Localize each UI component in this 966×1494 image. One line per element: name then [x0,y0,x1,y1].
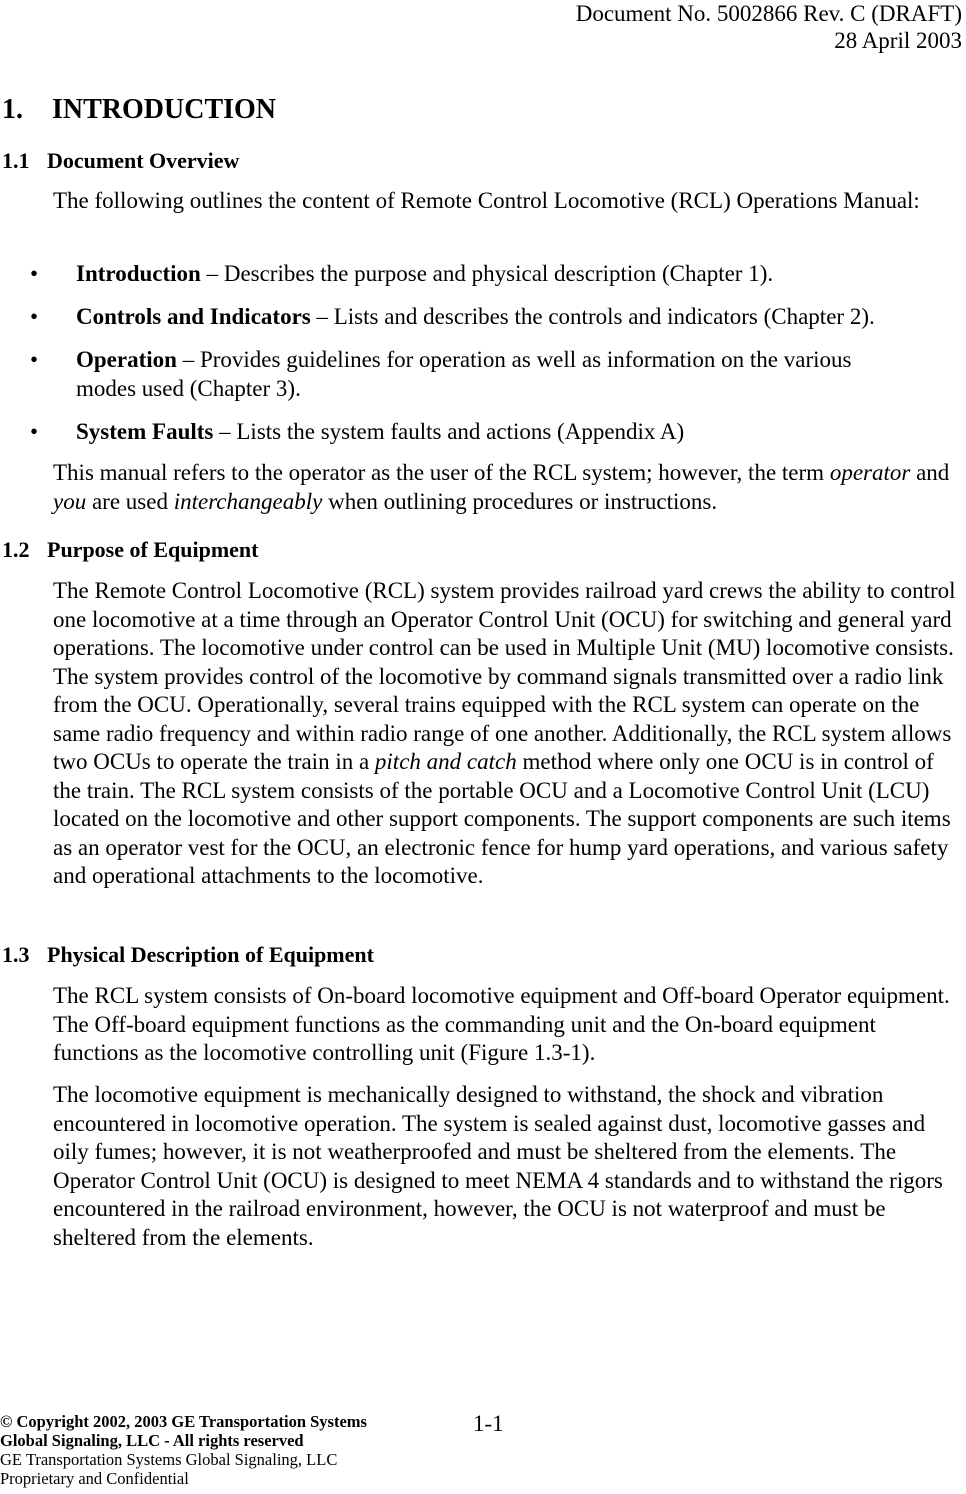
list-item [30,302,945,331]
bullet-term: Controls and Indicators [76,304,311,329]
bullet-icon: • [30,347,39,372]
section-title: Document Overview [47,148,240,173]
bullet-text: – Describes the purpose and physical description (Chapter 1). [200,261,774,286]
text-run: when outlining procedures or instructions. [322,488,718,514]
text-run: The Remote Control Locomotive (RCL) system provides railroad yard crews the ability to control one locomotive at a time through an Operator Control Unit (OCU) for switching and general yard operations. The locomotive under control can be used in Multiple Unit (MU) locomotive consists. The system provides control of the locomotive by command signals transmitted over a radio link from the OCU. Operationally, several trains equipped with the RCL system can operate on the same radio frequency and within radio range of one another. Additionally, the RCL system allows two OCUs to operate the train in a [53,578,956,774]
list-item [30,259,945,288]
text-run: are used [86,488,174,514]
physical-paragraph-1: The RCL system consists of On-board locomotive equipment and Off-board Operator equipment. The Off-board equipment functions as the commanding unit and the On-board equipment functions as the locomotive controlling unit (Figure 1.3-1). [53,983,950,1065]
bullet-icon: • [30,419,39,444]
italic-text: pitch and catch [374,749,517,774]
text-run: and [910,460,950,485]
footer-confidential: Proprietary and Confidential [0,1469,189,1488]
section-number: 1.1 [2,148,30,173]
section-heading-1-1 [2,148,239,174]
document-date: 28 April 2003 [834,28,962,53]
italic-text: interchangeably [173,488,323,514]
chapter-title: INTRODUCTION [52,94,277,125]
bullet-term: Introduction [76,261,201,286]
section-title: Purpose of Equipment [47,537,259,562]
overview-closing [53,459,965,516]
footer [0,1412,367,1488]
bullet-text: – Lists and describes the controls and indicators (Chapter 2). [310,304,875,329]
bullet-term: System Faults [76,419,214,444]
bullet-term: Operation [76,347,177,372]
italic-text: operator [829,460,911,485]
section-number: 1.3 [2,942,30,967]
chapter-heading [2,94,276,126]
bullet-text: – Provides guidelines for operation as well as information on the various modes used (Chapter 3). [76,347,852,401]
physical-paragraph-2: The locomotive equipment is mechanically designed to withstand, the shock and vibration encountered in locomotive operation. The system is sealed against dust, locomotive gasses and oily fumes; however, it is not weatherproofed and must be sheltered from the elements. The Operator Control Unit (OCU) is designed to meet NEMA 4 standards and to withstand the rigors encountered in the railroad environment, however, the OCU is not waterproof and must be sheltered from the elements. [53,1082,943,1250]
text-run: This manual refers to the operator as the user of the RCL system; however, the term [53,460,830,485]
list-item [30,417,945,446]
section-heading-1-2 [2,537,258,563]
list-item [30,345,910,403]
italic-text: you [53,488,87,514]
section-number: 1.2 [2,537,30,562]
chapter-number: 1. [2,94,23,125]
footer-company: GE Transportation Systems Global Signaling, LLC [0,1450,338,1469]
footer-copyright: © Copyright 2002, 2003 GE Transportation Systems [0,1412,367,1431]
text-run: method where only one OCU is in control of the train. The RCL system consists of the portable OCU and a Locomotive Control Unit (LCU) located on the locomotive and other support components. The support components are such items as an operator vest for the OCU, an electronic fence for hump yard operations, and various safety and operational attachments to the locomotive. [53,749,951,888]
bullet-text: – Lists the system faults and actions (Appendix A) [213,419,685,444]
footer-rights: Global Signaling, LLC - All rights reserved [0,1431,304,1450]
page-number: 1-1 [473,1411,504,1436]
purpose-paragraph [53,577,965,891]
overview-intro: The following outlines the content of Remote Control Locomotive (RCL) Operations Manual: [53,188,920,213]
document-number: Document No. 5002866 Rev. C (DRAFT) [575,1,962,26]
bullet-icon: • [30,261,39,286]
section-heading-1-3 [2,942,374,968]
section-title: Physical Description of Equipment [47,942,374,967]
bullet-icon: • [30,304,39,329]
